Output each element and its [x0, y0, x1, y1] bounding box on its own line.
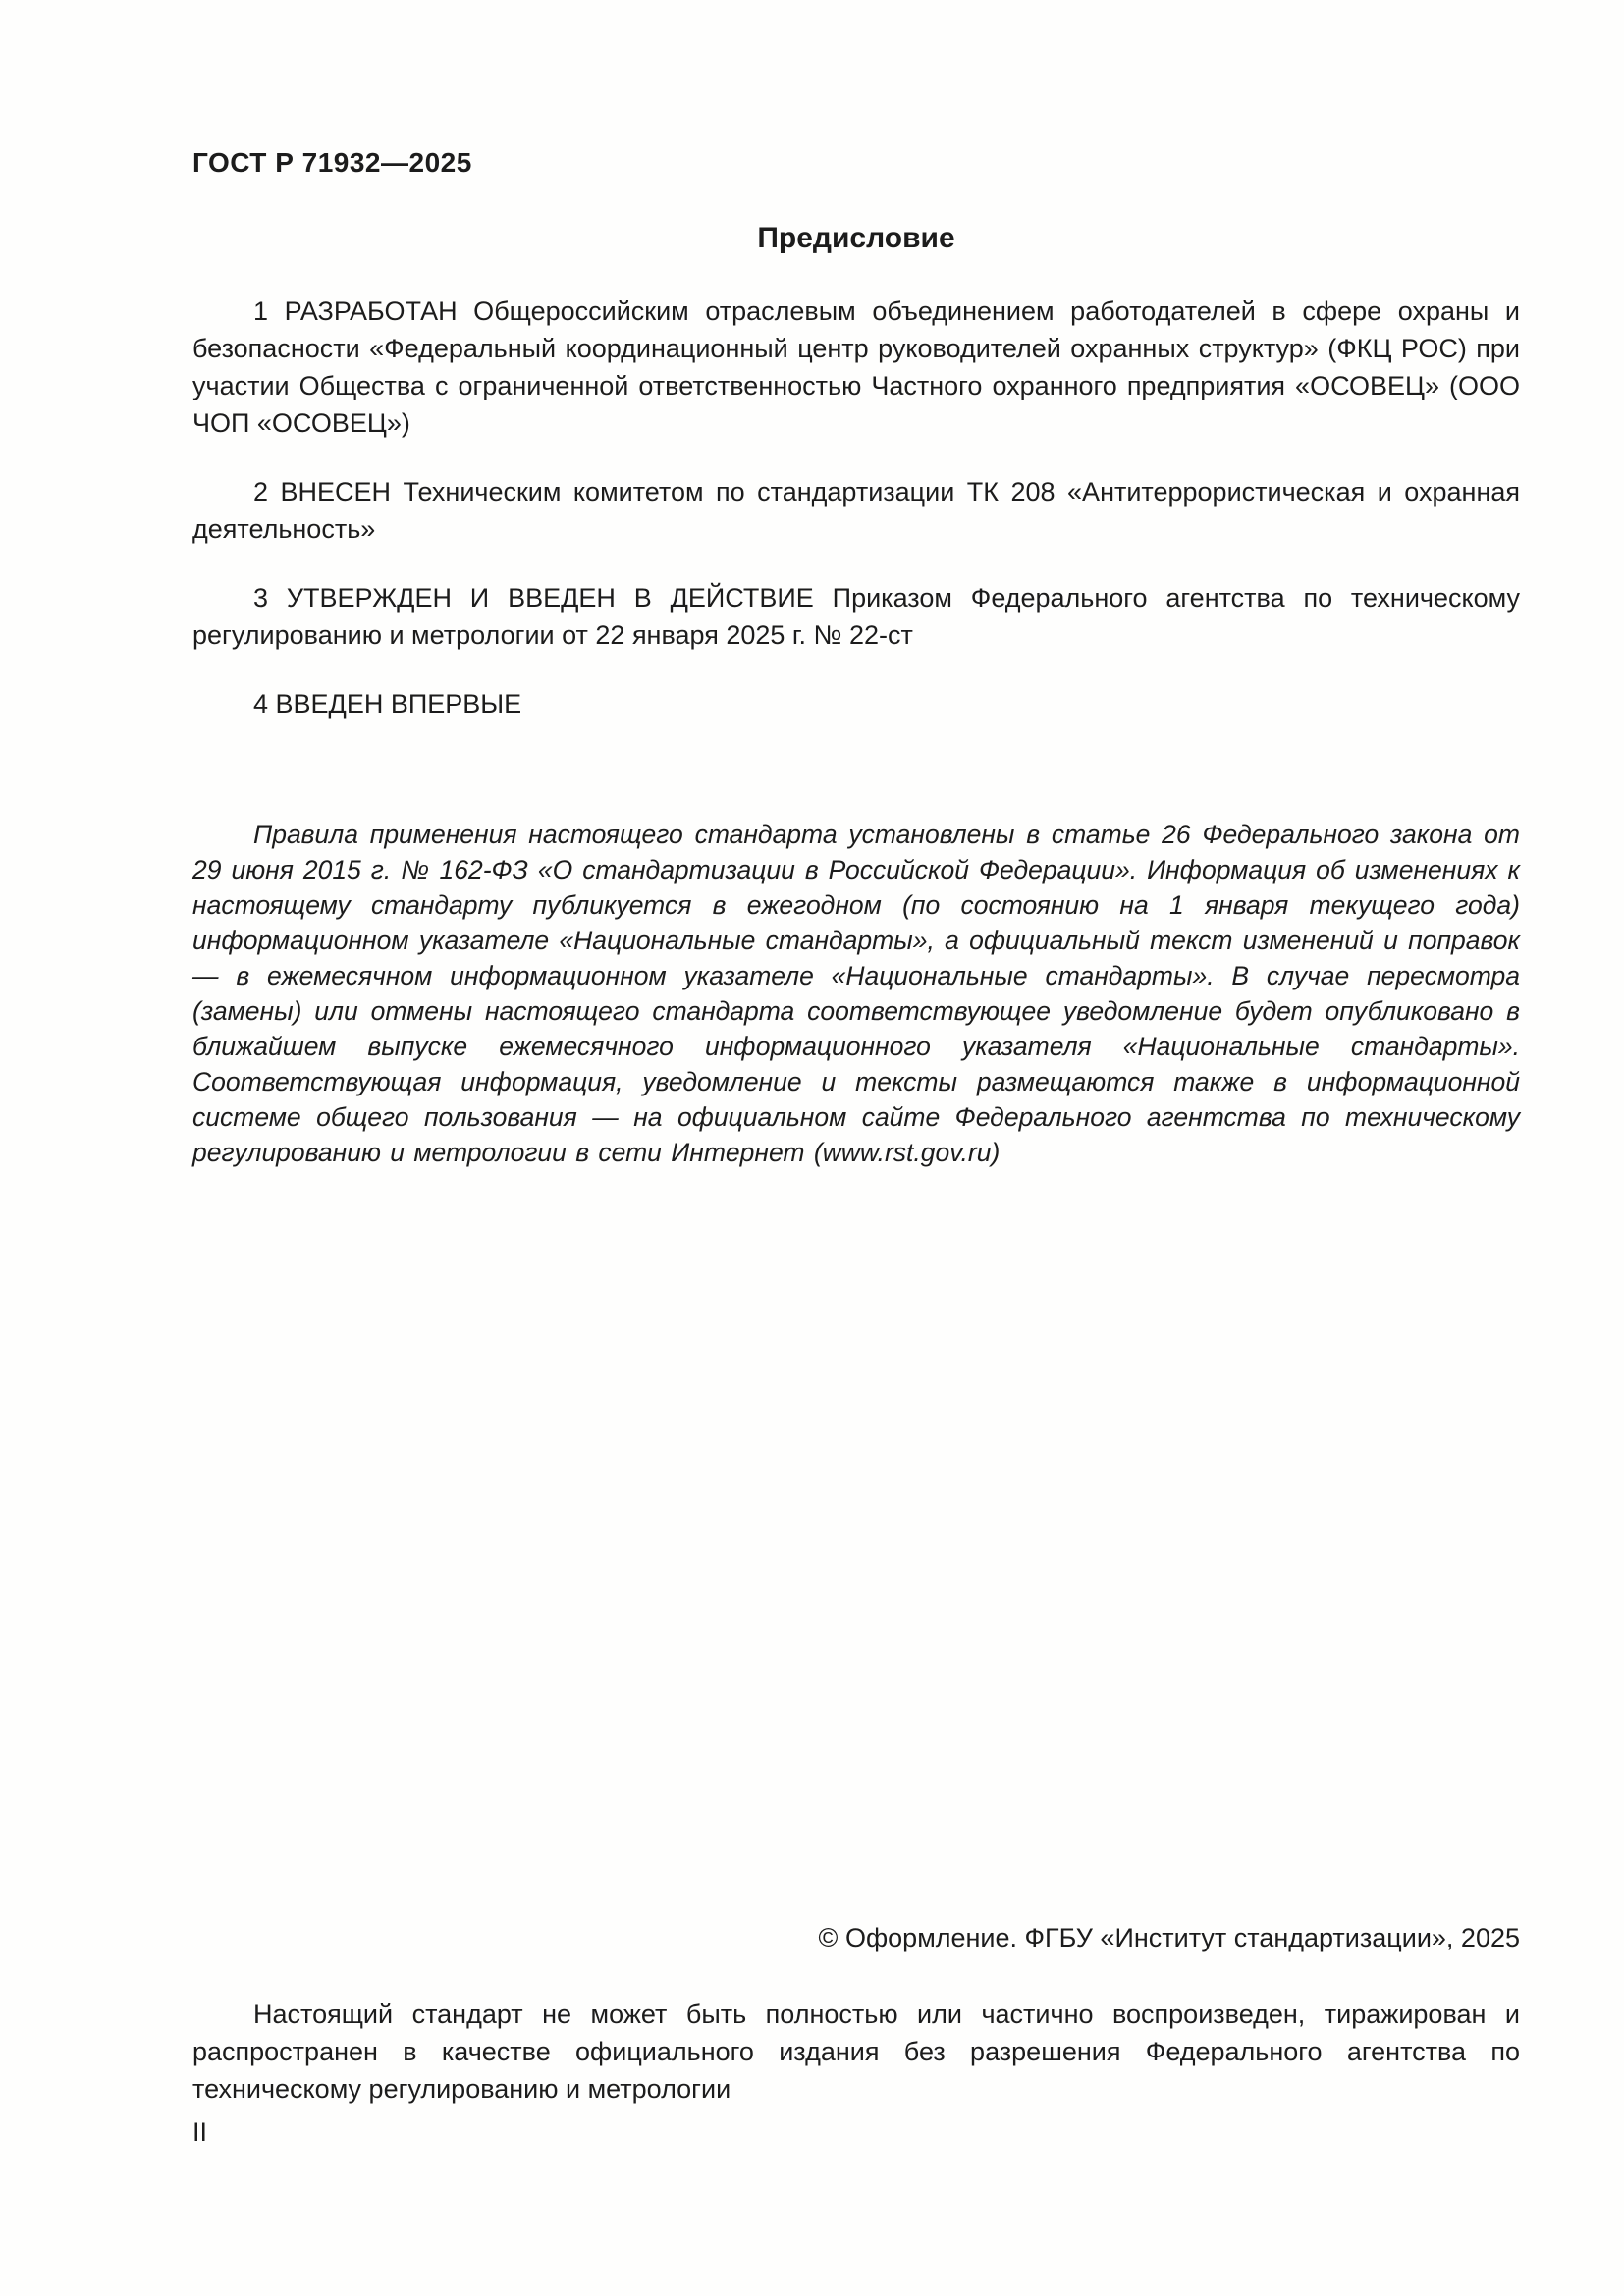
- foreword-item-approved: 3 УТВЕРЖДЕН И ВВЕДЕН В ДЕЙСТВИЕ Приказом Федерального агентства по техническому регулированию и метрологии от 22 января 2025 г. № 22-ст: [192, 583, 1520, 650]
- copyright-notice: © Оформление. ФГБУ «Институт стандартизации», 2025: [818, 1923, 1520, 1952]
- document-code-header: ГОСТ Р 71932—2025: [192, 147, 472, 178]
- application-rules-paragraph: Правила применения настоящего стандарта установлены в статье 26 Федерального закона от 29 июня 2015 г. № 162-ФЗ «О стандартизации в Российской Федерации». Информация об изменениях к настоящему стандарту публикуется в ежегодном (по состоянию на 1 января текущего года) информационном указателе «Национальные стандарты», а официальный текст изменений и поправок — в ежемесячном информационном указателе «Национальные стандарты». В случае пересмотра (замены) или отмены настоящего стандарта соответствующее уведомление будет опубликовано в ближайшем выпуске ежемесячного информационного указателя «Национальные стандарты». Соответствующая информация, уведомление и тексты размещаются также в информационной системе общего пользования — на официальном сайте Федерального агентства по техническому регулированию и метрологии в сети Интернет (www.rst.gov.ru): [192, 820, 1520, 1167]
- page-number: II: [192, 2117, 208, 2147]
- distribution-notice: Настоящий стандарт не может быть полностью или частично воспроизведен, тиражирован и распространен в качестве официального издания без разрешения Федерального агентства по техническому регулированию и метрологии: [192, 2000, 1520, 2104]
- foreword-item-first-edition: 4 ВВЕДЕН ВПЕРВЫЕ: [253, 689, 522, 719]
- foreword-item-developed: 1 РАЗРАБОТАН Общероссийским отраслевым объединением работодателей в сфере охраны и безопасности «Федеральный координационный центр руководителей охранных структур» (ФКЦ РОС) при участии Общества с ограниченной ответственностью Частного охранного предприятия «ОСОВЕЦ» (ООО ЧОП «ОСОВЕЦ»): [192, 296, 1520, 438]
- page-footer: [192, 1919, 1520, 2151]
- foreword-item-submitted: 2 ВНЕСЕН Техническим комитетом по стандартизации ТК 208 «Антитеррористическая и охранная деятельность»: [192, 477, 1520, 544]
- foreword-title: Предисловие: [757, 222, 955, 254]
